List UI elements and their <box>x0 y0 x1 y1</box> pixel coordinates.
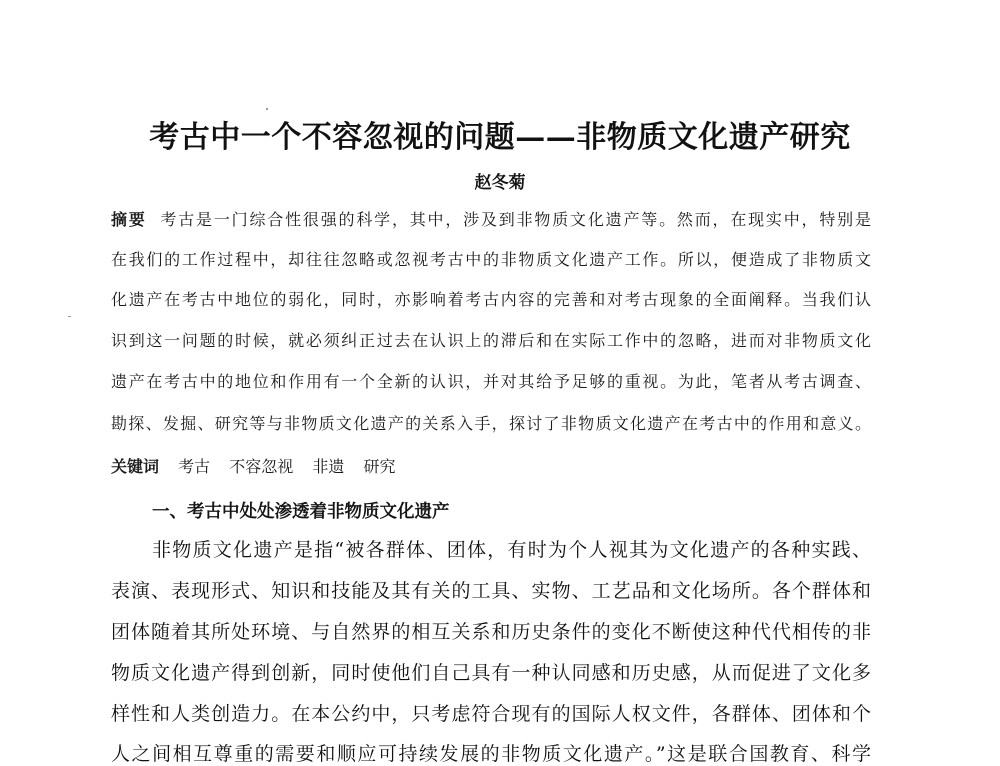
abstract-line: 勘探、发掘、研究等与非物质文化遗产的关系入手，探讨了非物质文化遗产在考古中的作用和意义。 <box>111 414 871 433</box>
keywords-line <box>111 457 871 477</box>
body-line: 表演、表现形式、知识和技能及其有关的工具、实物、工艺品和文化场所。各个群体和 <box>111 580 871 602</box>
abstract-line: 识到这一问题的时候，就必须纠正过去在认识上的滞后和在实际工作中的忽略，进而对非物质文化 <box>111 331 871 350</box>
keyword: 研究 <box>363 457 396 476</box>
paper-title: 考古中一个不容忽视的问题——非物质文化遗产研究 <box>149 120 851 155</box>
scan-speck <box>266 108 268 110</box>
keyword: 不容忽视 <box>229 457 294 476</box>
abstract-line: 化遗产在考古中地位的弱化，同时，亦影响着考古内容的完善和对考古现象的全面阐释。当我们认 <box>111 290 871 309</box>
abstract-line: 在我们的工作过程中，却往往忽略或忽视考古中的非物质文化遗产工作。所以，便造成了非物质文 <box>111 250 871 269</box>
body-line: 样性和人类创造力。在本公约中，只考虑符合现有的国际人权文件，各群体、团体和个 <box>111 703 871 725</box>
keywords-label: 关键词 <box>111 457 160 476</box>
body-line: 非物质文化遗产是指“被各群体、团体，有时为个人视其为文化遗产的各种实践、 <box>152 539 871 561</box>
keyword: 考古 <box>178 457 211 476</box>
keyword: 非遗 <box>312 457 345 476</box>
abstract-line <box>111 210 871 230</box>
abstract-line: 遗产在考古中的地位和作用有一个全新的认识，并对其给予足够的重视。为此，笔者从考古调查、 <box>111 372 871 391</box>
body-line: 物质文化遗产得到创新，同时使他们自己具有一种认同感和历史感，从而促进了文化多 <box>111 662 871 684</box>
abstract-text: 考古是一门综合性很强的科学，其中，涉及到非物质文化遗产等。然而，在现实中，特别是 <box>160 210 871 229</box>
scan-speck <box>68 316 71 317</box>
section-heading: 一、考古中处处渗透着非物质文化遗产 <box>152 502 450 522</box>
abstract-label: 摘要 <box>111 210 147 229</box>
body-line: 团体随着其所处环境、与自然界的相互关系和历史条件的变化不断使这种代代相传的非 <box>111 621 871 643</box>
author-name: 赵冬菊 <box>474 173 526 193</box>
body-line: 人之间相互尊重的需要和顺应可持续发展的非物质文化遗产。”这是联合国教育、科学 <box>111 743 871 765</box>
